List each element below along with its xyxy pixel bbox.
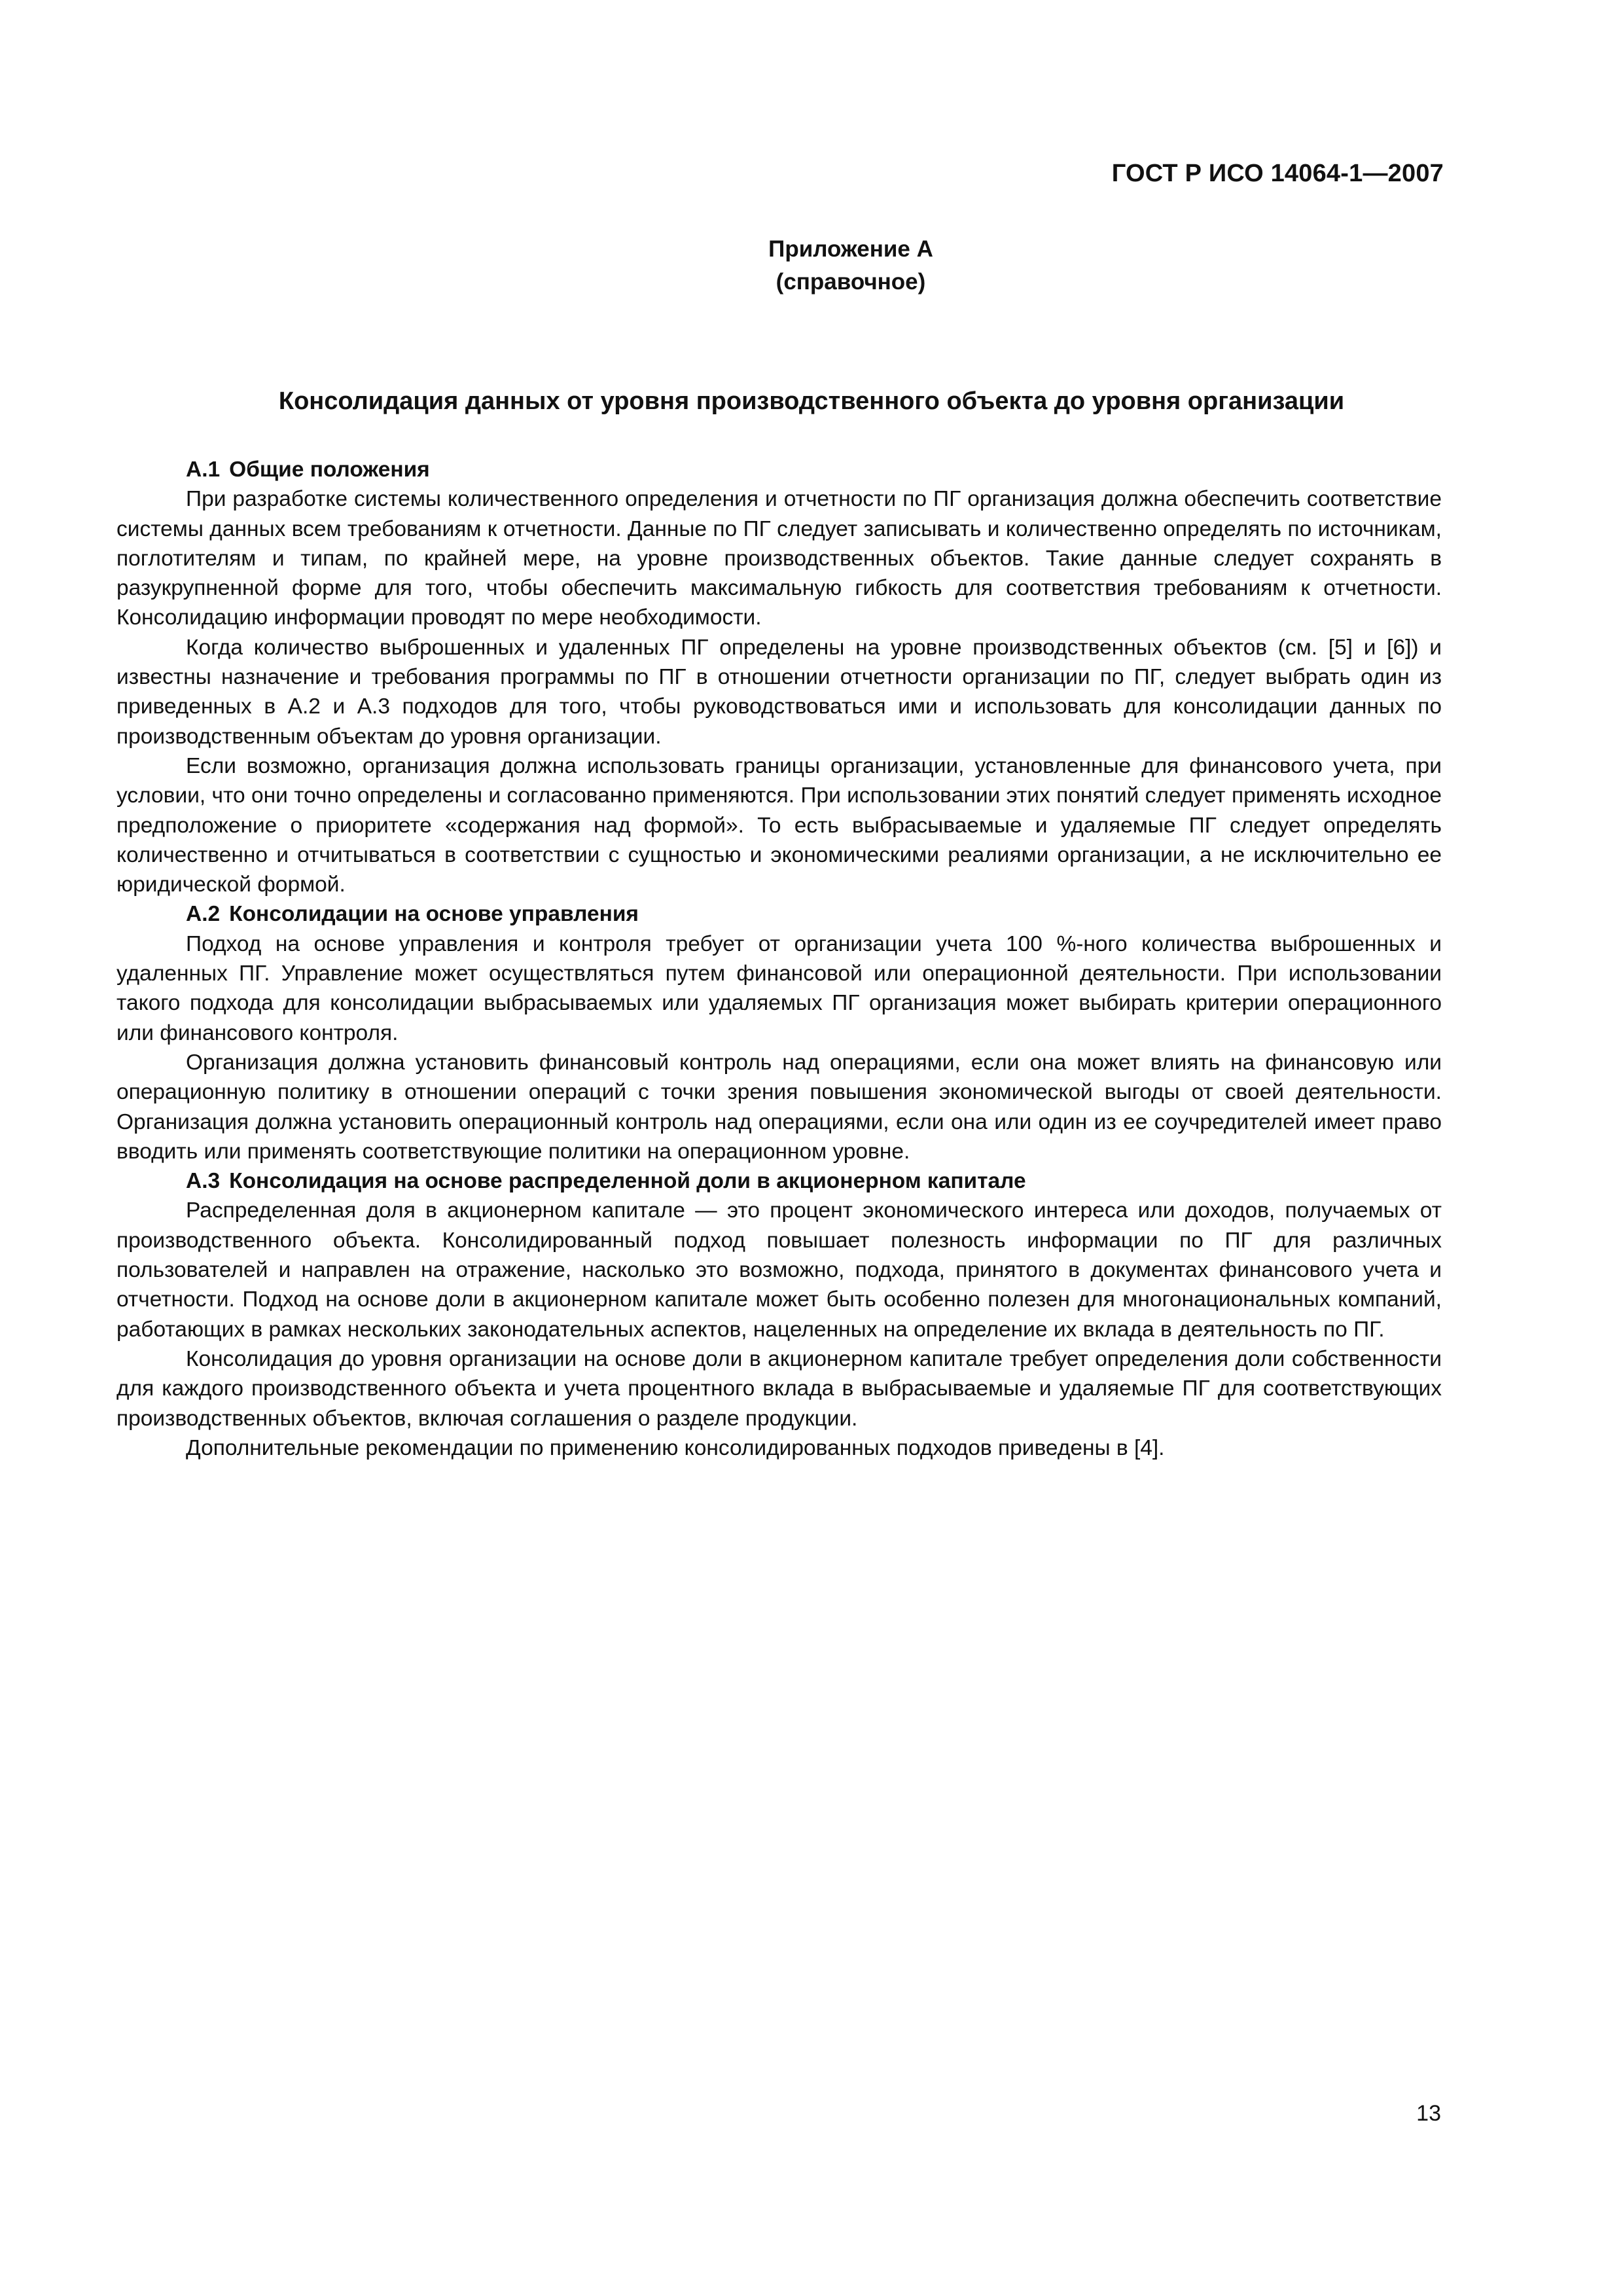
paragraph: При разработке системы количественного определения и отчетности по ПГ организация должна обеспечить соответствие системы данных всем требованиям к отчетности. Данные по ПГ следует записывать и количественно определять по источникам, поглотителям и типам, по крайней мере, на уровне производственных объектов. Такие данные следует сохранять в разукрупненной форме для того, чтобы обеспечить максимальную гибкость для соответствия требованиям к отчетности. Консолидацию информации проводят по мере необходимости. <box>116 487 1442 630</box>
section-number: А.1 <box>186 457 221 482</box>
section-number: А.3 <box>186 1169 221 1194</box>
appendix-heading <box>0 233 1623 298</box>
section-title: Консолидация на основе распределенной доли в акционерном капитале <box>229 1169 1026 1194</box>
section-number: А.2 <box>186 902 221 927</box>
section-heading <box>116 1166 1442 1196</box>
section-heading <box>116 899 1442 929</box>
paragraph: Организация должна установить финансовый контроль над операциями, если она может влиять на финансовую или операционную политику в отношении операций с точки зрения повышения экономической выгоды от своей деятельности. Организация должна установить операционный контроль над операциями, если она или один из ее соучредителей имеет право вводить или применять соответствующие политики на операционном уровне. <box>116 1050 1442 1164</box>
section-title: Общие положения <box>229 457 430 482</box>
section-heading <box>116 455 1442 484</box>
paragraph: Подход на основе управления и контроля требует от организации учета 100 %-ного количества выброшенных и удаленных ПГ. Управление может осуществляться путем финансовой или операционной деятельности. При использовании такого подхода для консолидации выбрасываемых или удаляемых ПГ организация может выбирать критерии операционного или финансового контроля. <box>116 931 1442 1045</box>
section-title: Консолидации на основе управления <box>229 902 639 927</box>
document-body <box>116 455 1442 1463</box>
document-code: ГОСТ Р ИСО 14064-1—2007 <box>1111 160 1444 187</box>
main-title: Консолидация данных от уровня производственного объекта до уровня организации <box>278 387 1345 415</box>
paragraph: Когда количество выброшенных и удаленных ПГ определены на уровне производственных объектов (см. [5] и [6]) и известны назначение и требования программы по ПГ в отношении отчетности организации по ПГ, следует выбрать один из приведенных в А.2 и А.3 подходов для того, чтобы руководствоваться ими и использовать для консолидации данных по производственным объектам до уровня организации. <box>116 635 1442 749</box>
page-number: 13 <box>1416 2101 1441 2126</box>
paragraph: Распределенная доля в акционерном капитале — это процент экономического интереса или доходов, получаемых от производственного объекта. Консолидированный подход повышает полезность информации по ПГ для различных пользователей и направлен на отражение, насколько это возможно, подхода, принятого в документах финансового учета и отчетности. Подход на основе доли в акционерном капитале может быть особенно полезен для многонациональных компаний, работающих в рамках нескольких законодательных аспектов, нацеленных на определение их вклада в деятельность по ПГ. <box>116 1198 1442 1342</box>
appendix-subtitle: (справочное) <box>776 269 926 295</box>
paragraph: Если возможно, организация должна использовать границы организации, установленные для финансового учета, при условии, что они точно определены и согласованно применяются. При использовании этих понятий следует применять исходное предположение о приоритете «содержания над формой». То есть выбрасываемые и удаляемые ПГ следует определять количественно и отчитываться в соответствии с сущностью и экономическими реалиями организации, а не исключительно ее юридической формой. <box>116 753 1442 897</box>
paragraph: Консолидация до уровня организации на основе доли в акционерном капитале требует определения доли собственности для каждого производственного объекта и учета процентного вклада в выбрасываемые и удаляемые ПГ для соответствующих производственных объектов, включая соглашения о разделе продукции. <box>116 1346 1442 1431</box>
appendix-title: Приложение А <box>768 236 933 262</box>
paragraph: Дополнительные рекомендации по применению консолидированных подходов приведены в [4]. <box>186 1435 1165 1460</box>
